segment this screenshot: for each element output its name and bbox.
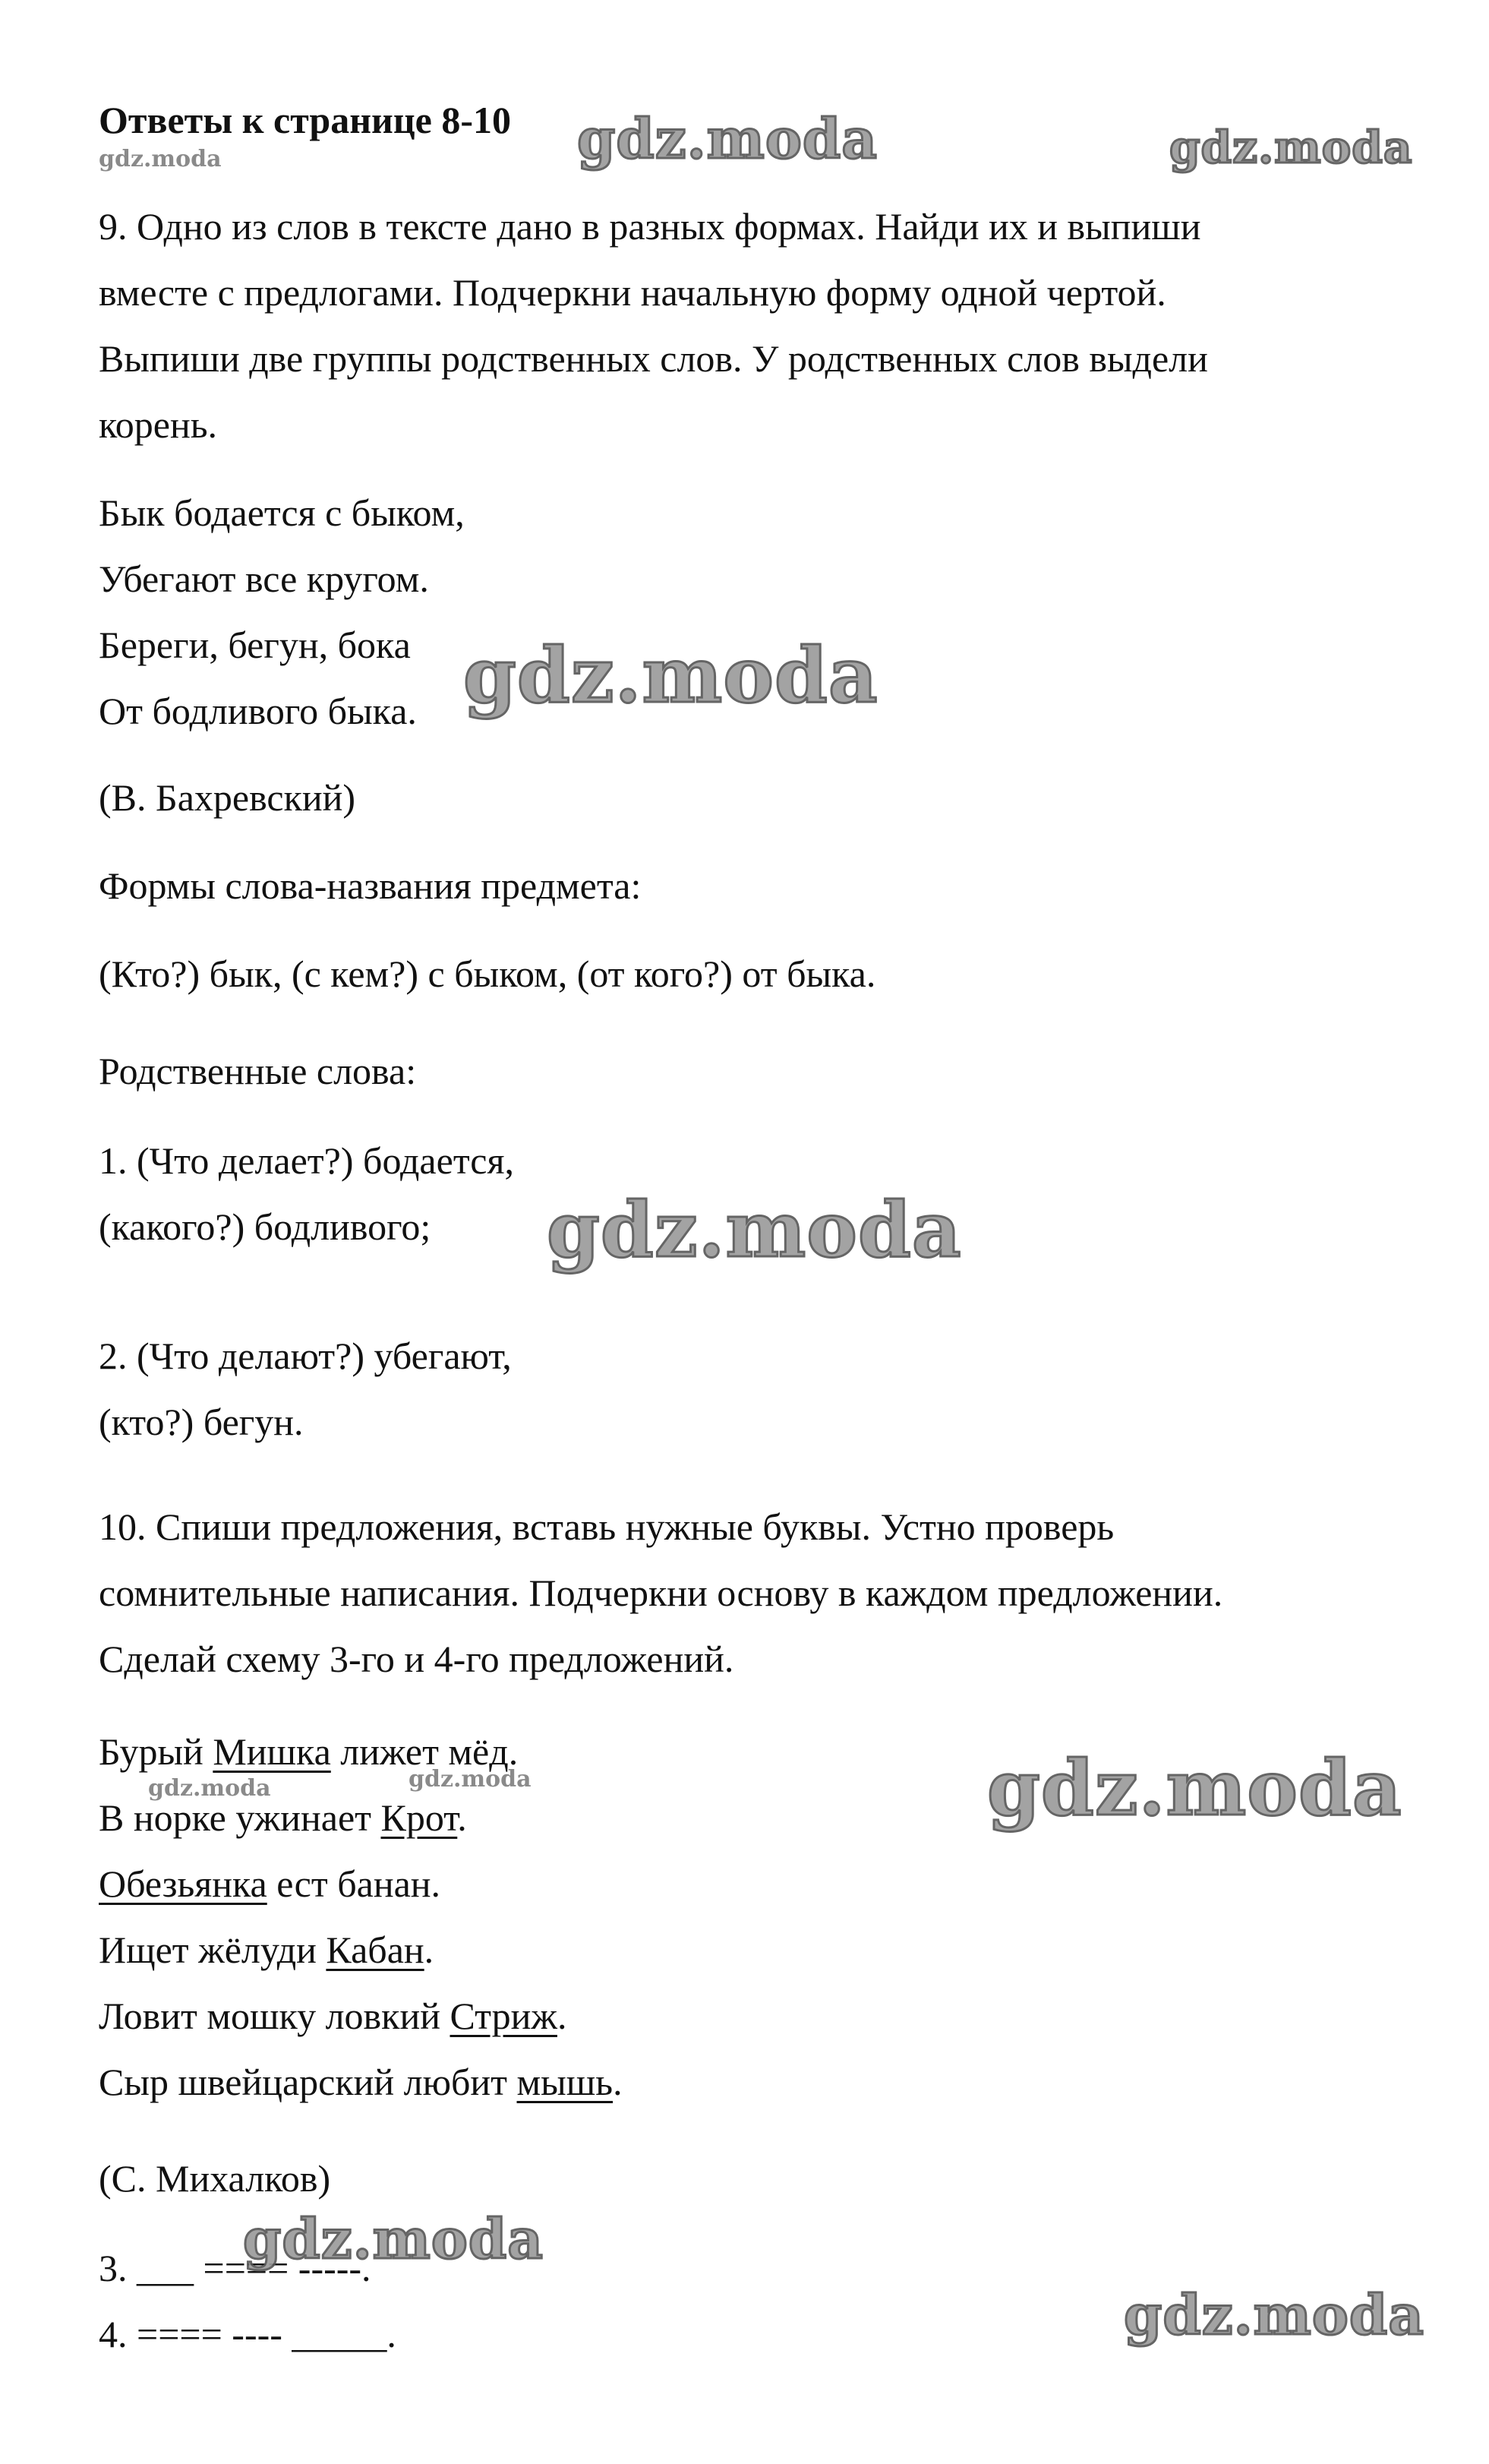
sentence-5 [99, 1993, 566, 2039]
sentence-1-end: лижет мёд. [330, 1730, 519, 1773]
sentence-4-subject: Кабан [326, 1929, 424, 1971]
watermark-small: gdz.moda [99, 146, 222, 172]
sentence-2 [99, 1795, 467, 1840]
sentence-1-start: Бурый [99, 1730, 213, 1773]
task10-line-3: Сделай схему 3-го и 4-го предложений. [99, 1638, 734, 1680]
scheme-4: 4. ==== ---- _____. [99, 2313, 396, 2355]
poem-line-3: Береги, бегун, бока [99, 624, 411, 666]
related-heading: Родственные слова: [99, 1050, 417, 1092]
watermark-small: gdz.moda [148, 1775, 271, 1802]
sentence-4 [99, 1927, 434, 1973]
poem-line-1: Бык бодается с быком, [99, 491, 465, 534]
task10-line-2: сомнительные написания. Подчеркни основу в каждом предложении. [99, 1572, 1223, 1614]
sentence-6-end: . [613, 2061, 623, 2103]
scheme-3: 3. ___ ==== -----. [99, 2247, 371, 2289]
sentence-5-start: Ловит мошку ловкий [99, 1995, 450, 2037]
task9-line-4: корень. [99, 403, 218, 446]
sentence-2-subject: Крот [380, 1796, 458, 1839]
sentence-5-end: . [557, 1995, 567, 2037]
task10-line-1: 10. Спиши предложения, вставь нужные буквы. Устно проверь [99, 1505, 1115, 1548]
group1-line-2: (какого?) бодливого; [99, 1205, 431, 1248]
poem-line-2: Убегают все кругом. [99, 558, 429, 600]
sentence-3 [99, 1861, 440, 1906]
watermark: gdz.moda [577, 106, 878, 171]
sentence-3-subject: Обезьянка [99, 1862, 267, 1905]
sentence-6 [99, 2059, 623, 2105]
watermark: gdz.moda [987, 1743, 1402, 1833]
page-title: Ответы к странице 8-10 [99, 99, 511, 141]
sentence-3-end: ест банан. [267, 1862, 441, 1905]
watermark-small: gdz.moda [409, 1766, 532, 1793]
task9-line-2: вместе с предлогами. Подчеркни начальную форму одной чертой. [99, 271, 1166, 314]
group1-line-1: 1. (Что делает?) бодается, [99, 1139, 514, 1182]
watermark: gdz.moda [1124, 2282, 1424, 2347]
sentence-6-subject: мышь [516, 2061, 614, 2103]
watermark: gdz.moda [243, 2207, 544, 2271]
task9-line-1: 9. Одно из слов в тексте дано в разных формах. Найди их и выпиши [99, 205, 1201, 248]
task9-line-3: Выпиши две группы родственных слов. У родственных слов выдели [99, 337, 1208, 380]
sentence-4-start: Ищет жёлуди [99, 1929, 327, 1971]
poem-line-4: От бодливого быка. [99, 690, 417, 732]
poem2-author: (С. Михалков) [99, 2157, 331, 2200]
sentence-2-start: В норке ужинает [99, 1796, 381, 1839]
sentence-2-end: . [457, 1796, 467, 1839]
forms-answer: (Кто?) бык, (с кем?) с быком, (от кого?) от быка. [99, 952, 876, 995]
sentence-4-end: . [424, 1929, 434, 1971]
watermark: gdz.moda [1169, 122, 1413, 173]
group2-line-1: 2. (Что делают?) убегают, [99, 1335, 512, 1377]
sentence-6-start: Сыр швейцарский любит [99, 2061, 517, 2103]
watermark: gdz.moda [547, 1185, 962, 1275]
poem-author: (В. Бахревский) [99, 776, 356, 819]
watermark: gdz.moda [463, 630, 879, 720]
forms-heading: Формы слова-названия предмета: [99, 864, 642, 907]
sentence-1-subject: Мишка [213, 1730, 331, 1773]
group2-line-2: (кто?) бегун. [99, 1401, 304, 1443]
sentence-5-subject: Стриж [450, 1995, 557, 2037]
